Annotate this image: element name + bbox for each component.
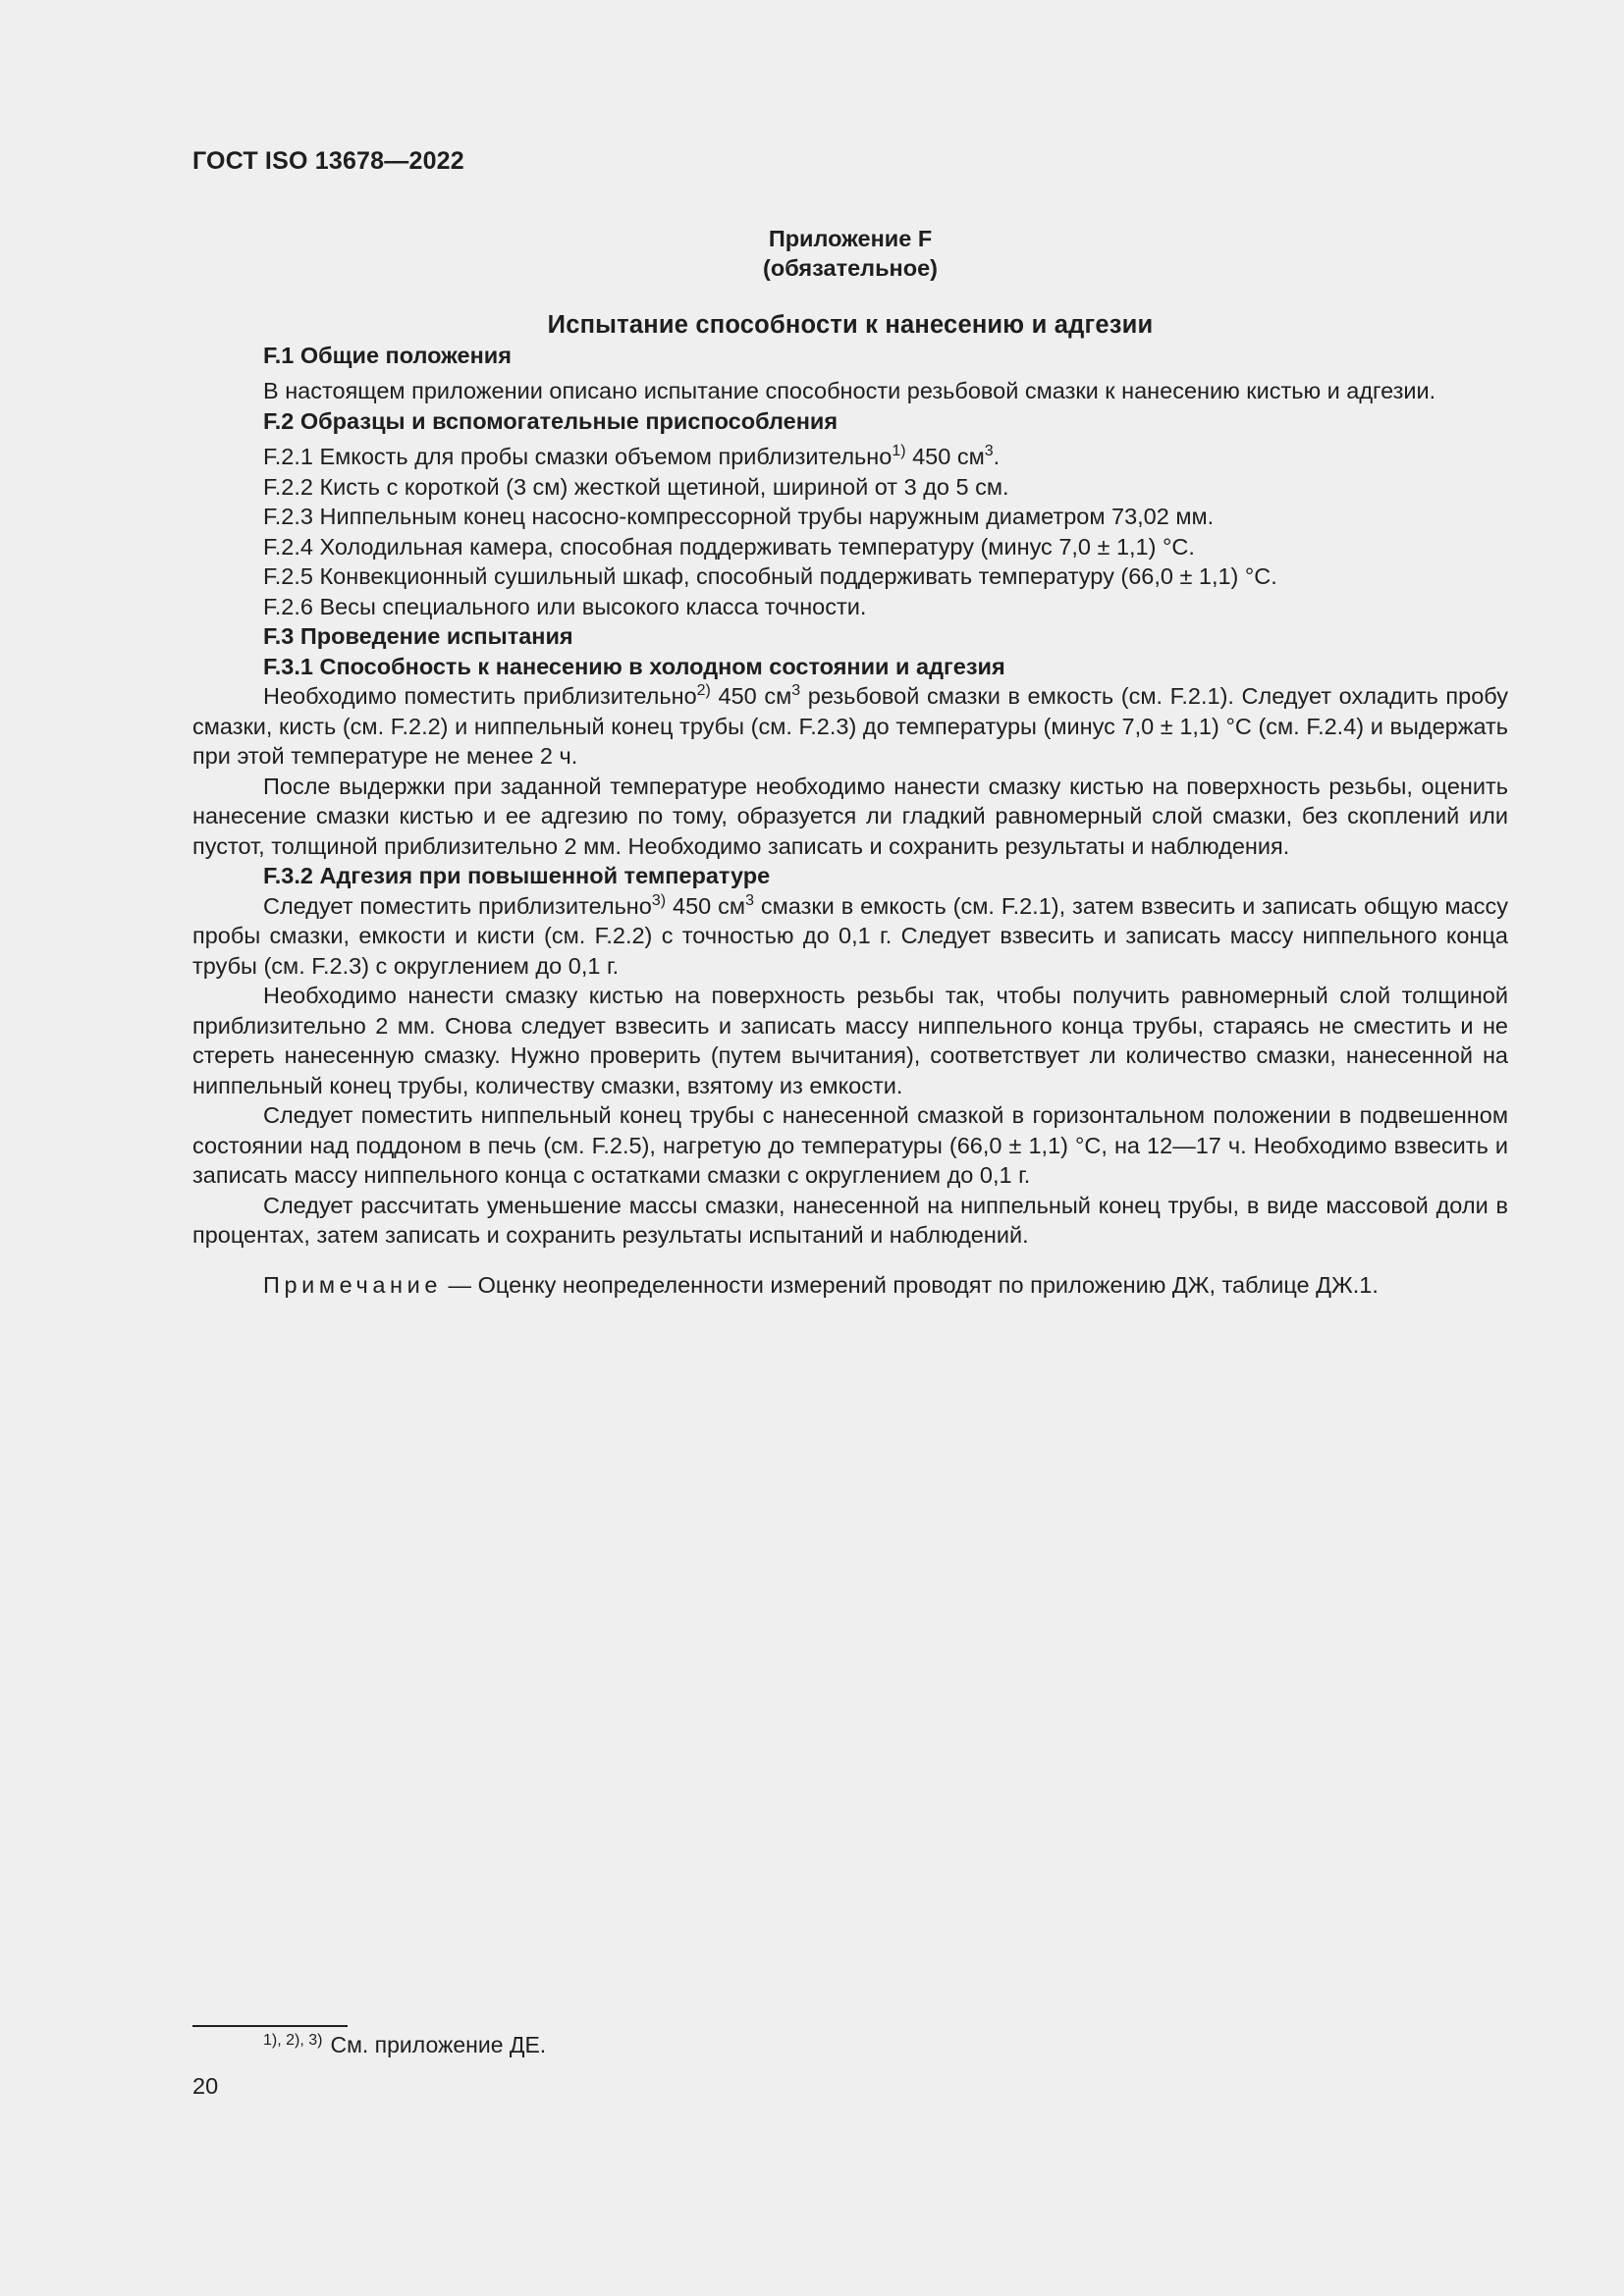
section-f1-text: В настоящем приложении описано испытание способности резьбовой смазки к нанесению кистью и адгезии. — [263, 378, 1436, 403]
paragraph: Необходимо поместить приблизительно$^{2)}$ 450 $см^3$ резьбовой смазки в емкость (см. F.2.1). Следует охладить пробу смазки, кисть (см. F.2.2) и ниппельный конец трубы (см. F.2.3) до температуры (минус 7,0 ± 1,1) °С (см. F.2.4) и выдержать при этой температуре не менее 2 ч. — [192, 682, 1508, 769]
paragraph: Следует поместить приблизительно$^{3)}$ 450 $см^3$ смазки в емкость (см. F.2.1), затем взвесить и записать общую массу пробы смазки, емкости и кисти (см. F.2.2) с точностью до 0,1 г. Следует взвесить и записать массу ниппельного конца трубы (см. F.2.3) с округлением до 0,1 г. — [192, 891, 1508, 979]
footnote-marks: 1), 2), 3) — [263, 2032, 323, 2049]
paragraph: Следует поместить ниппельный конец трубы с нанесенной смазкой в горизонтальном положении в подвешенном состоянии над поддоном в печь (см. F.2.5), нагретую до температуры (66,0 ± 1,1) °С, на 12—17 ч. Необходимо взвесить и записать массу ниппельного конца с остатками смазки с округлением до 0,1 г. — [192, 1102, 1508, 1188]
section-f32-heading: F.3.2 Адгезия при повышенной температуре — [263, 863, 771, 888]
section-f2-heading: F.2 Образцы и вспомогательные приспособления — [263, 407, 839, 434]
list-item: F.2.4 Холодильная камера, способная поддерживать температуру (минус 7,0 ± 1,1) °С. — [263, 533, 1195, 560]
paragraph: Следует рассчитать уменьшение массы смазки, нанесенной на ниппельный конец трубы, в виде массовой доли в процентах, затем записать и сохранить результаты испытаний и наблюдений. — [192, 1192, 1508, 1248]
footnote-text: См. приложение ДЕ. — [330, 2032, 547, 2057]
list-item: F.2.1 Емкость для пробы смазки объемом приблизительно$^{1)}$ 450 $см^3$. — [263, 443, 1001, 469]
list-item: F.2.2 Кисть с короткой (3 см) жесткой щетиной, шириной от 3 до 5 см. — [263, 473, 1009, 500]
page-number: 20 — [192, 2073, 219, 2099]
note — [192, 1270, 1508, 1301]
equipment-list — [192, 442, 1508, 621]
footnote-divider — [192, 2025, 348, 2027]
paragraph: После выдержки при заданной температуре необходимо нанести смазку кистью на поверхность резьбы, оценить нанесение смазки кистью и ее адгезию по тому, образуется ли гладкий равномерный слой смазки, без скоплений или пустот, толщиной приблизительно 2 мм. Необходимо записать и сохранить результаты и наблюдения. — [192, 773, 1508, 859]
paragraph: Необходимо нанести смазку кистью на поверхность резьбы так, чтобы получить равномерный слой толщиной приблизительно 2 мм. Снова следует взвесить и записать массу ниппельного конца трубы, стараясь не сместить и не стереть нанесенную смазку. Нужно проверить (путем вычитания), соответствует ли количество смазки, нанесенной на ниппельный конец трубы, количеству смазки, взятому из емкости. — [192, 983, 1508, 1098]
list-item: F.2.3 Ниппельным конец насосно-компрессорной трубы наружным диаметром 73,02 мм. — [263, 504, 1215, 529]
note-text: — Оценку неопределенности измерений проводят по приложению ДЖ, таблице ДЖ.1. — [442, 1271, 1379, 1298]
annex-heading: Испытание способности к нанесению и адгезии — [547, 311, 1154, 339]
section-f3-heading: F.3 Проведение испытания — [263, 623, 573, 649]
list-item: F.2.5 Конвекционный сушильный шкаф, способный поддерживать температуру (66,0 ± 1,1) °С. — [263, 563, 1277, 589]
list-item: F.2.6 Весы специального или высокого класса точности. — [263, 593, 867, 619]
document-id: ГОСТ ISO 13678—2022 — [192, 147, 464, 175]
annex-title: Приложение F — [768, 226, 933, 251]
annex-status: (обязательное) — [763, 255, 938, 281]
section-f31-heading: F.3.1 Способность к нанесению в холодном состоянии и адгезия — [263, 653, 1005, 679]
note-label: Примечание — [263, 1271, 443, 1298]
page-content — [192, 224, 1508, 1300]
footnote — [263, 2032, 546, 2058]
section-f1-heading: F.1 Общие положения — [263, 342, 512, 368]
